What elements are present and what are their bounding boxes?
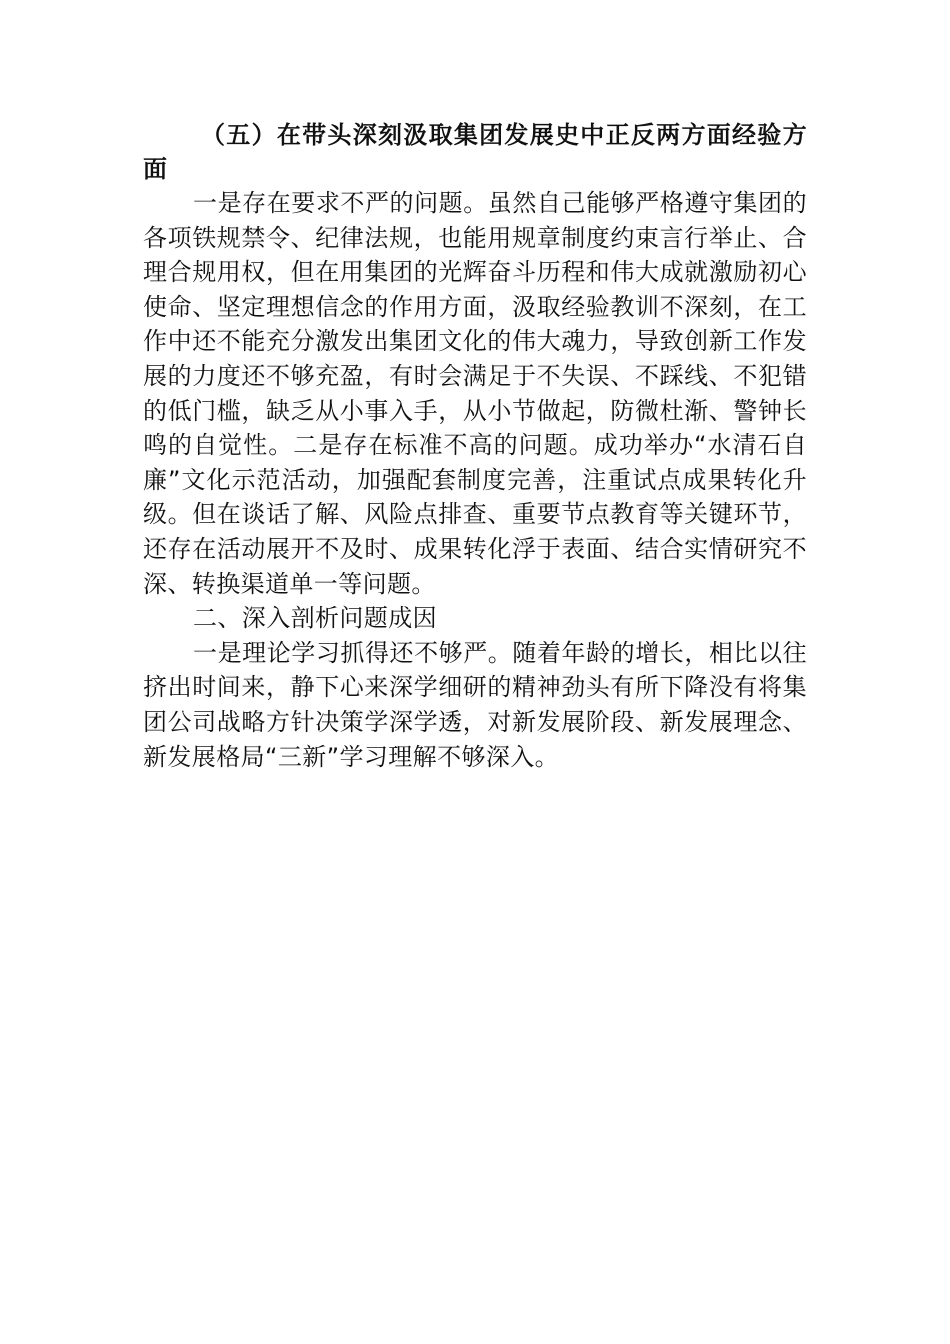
paragraph-problems: 一是存在要求不严的问题。虽然自己能够严格遵守集团的各项铁规禁令、纪律法规，也能用规章制度约束言行举止、合理合规用权，但在用集团的光辉奋斗历程和伟大成就激励初心使命、坚定理想信念的作用方面，汲取经验教训不深刻，在工作中还不能充分激发出集团文化的伟大魂力，导致创新工作发展的力度还不够充盈，有时会满足于不失误、不踩线、不犯错的低门槛，缺乏从小事入手，从小节做起，防微杜渐、警钟长鸣的自觉性。二是存在标准不高的问题。成功举办“水清石自廉”文化示范活动，加强配套制度完善，注重试点成果转化升级。但在谈话了解、风险点排查、重要节点教育等关键环节，还存在活动展开不及时、成果转化浮于表面、结合实情研究不深、转换渠道单一等问题。 xyxy=(143,189,807,598)
paragraph-section-title: 二、深入剖析问题成因 xyxy=(193,604,437,633)
paragraph-causes: 一是理论学习抓得还不够严。随着年龄的增长，相比以往挤出时间来，静下心来深学细研的精神劲头有所下降没有将集团公司战略方针决策学深学透，对新发展阶段、新发展理念、新发展格局“三新”学习理解不够深入。 xyxy=(143,638,807,771)
section-heading: （五）在带头深刻汲取集团发展史中正反两方面经验方面 xyxy=(143,121,807,183)
document-body xyxy=(143,118,807,774)
